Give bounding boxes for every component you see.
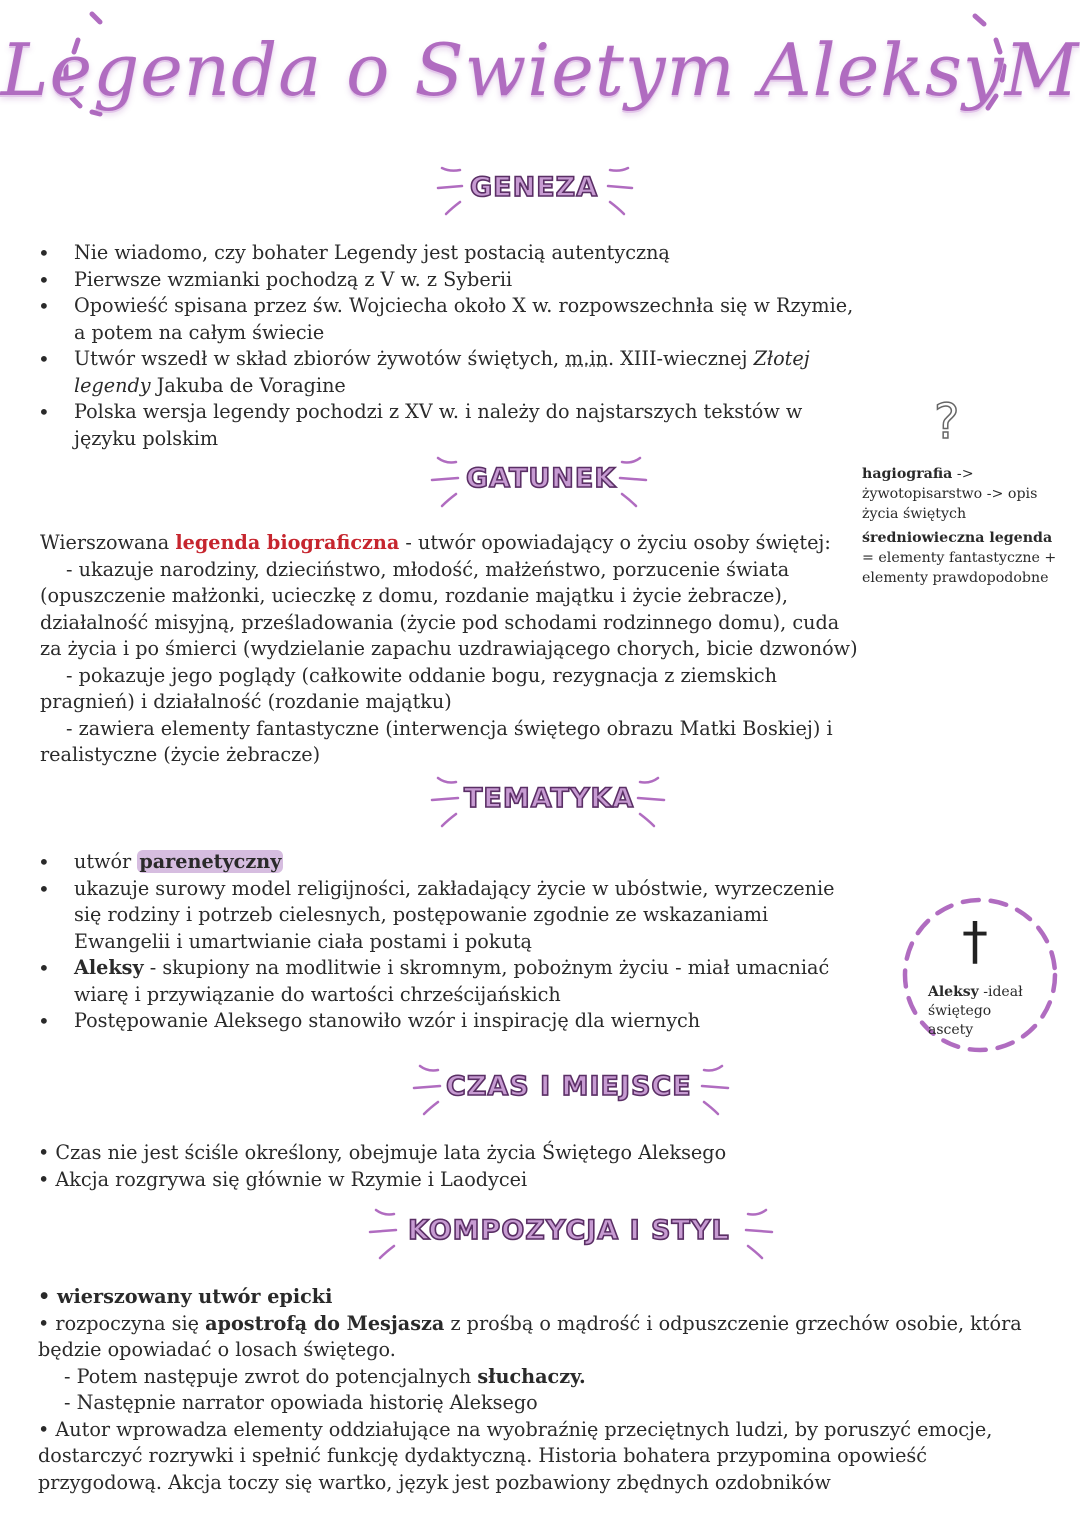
- list-item: • Aleksy - skupiony na modlitwie i skromnym, pobożnym życiu - miał umacniać wiarę i przywiązanie do wartości chrześcijańskich: [38, 955, 858, 1008]
- page-title: Legenda o Swietym AleksyM: [0, 28, 1080, 112]
- kompozycja-heading: KOMPOZYCJA I STYL: [408, 1215, 730, 1246]
- list-item: • Nie wiadomo, czy bohater Legendy jest postacią autentyczną: [38, 240, 868, 267]
- list-item: • utwór parenetyczny: [38, 849, 858, 876]
- kompozycja-body: [38, 1284, 1038, 1496]
- genre-highlight: legenda biograficzna: [175, 531, 400, 554]
- list-item: • ukazuje surowy model religijności, zakładający życie w ubóstwie, wyrzeczenie się rodziny i potrzeb cielesnych, postępowanie zgodnie ze wskazaniami Ewangelii i umartwianie ciała postami i pokutą: [38, 876, 858, 956]
- geneza-list: [38, 240, 868, 452]
- aleksy-ideal-note: Aleksy -ideał świętego ascety: [928, 984, 1023, 1038]
- list-item: • rozpoczyna się apostrofą do Mesjasza z prośbą o mądrość i odpuszczenie grzechów osobie, która będzie opowiadać o losach świętego.: [38, 1311, 1022, 1361]
- list-item: • Czas nie jest ściśle określony, obejmuje lata życia Świętego Aleksego: [38, 1141, 727, 1164]
- sidebar-hagiografia-note: hagiografia -> żywotopisarstwo -> opis życia świętych: [862, 466, 1038, 522]
- question-mark-icon: ?: [934, 394, 960, 450]
- gatunek-point: - pokazuje jego poglądy (całkowite oddanie bogu, rezygnacja z ziemskich pragnień) i działalność (rozdanie majątku): [40, 663, 777, 713]
- sidebar-legenda-note: średniowieczna legenda = elementy fantastyczne + elementy prawdopodobne: [862, 530, 1057, 586]
- list-item: - Następnie narrator opowiada historię Aleksego: [64, 1391, 538, 1414]
- geneza-heading: GENEZA: [470, 172, 599, 203]
- tematyka-list: [38, 849, 858, 1035]
- list-item: • Pierwsze wzmianki pochodzą z V w. z Syberii: [38, 267, 868, 294]
- list-item: - Potem następuje zwrot do potencjalnych słuchaczy.: [64, 1364, 586, 1388]
- list-item: • wierszowany utwór epicki: [38, 1285, 333, 1308]
- parenetyczny-highlight: parenetyczny: [139, 850, 282, 873]
- list-item: • Utwór wszedł w skład zbiorów żywotów świętych, m.in. XIII-wiecznej Złotej legendy Jakuba de Voragine: [38, 346, 868, 399]
- list-item: • Postępowanie Aleksego stanowiło wzór i inspirację dla wiernych: [38, 1008, 858, 1035]
- gatunek-point: - ukazuje narodziny, dzieciństwo, młodość, małżeństwo, porzucenie świata (opuszczenie małżonki, ucieczkę z domu, rozdanie majątku i życie żebracze), działalność misyjną, prześladowania (życie pod schodami rodzinnego domu), cuda za życia i po śmierci (wydzielanie zapachu uzdrawiającego chorych, bicie dzwonów): [40, 557, 858, 660]
- gatunek-point: - zawiera elementy fantastyczne (interwencja świętego obrazu Matki Boskiej) i realistyczne (życie żebracze): [40, 716, 833, 766]
- abbreviation: m.in: [565, 347, 608, 370]
- cross-icon: †: [962, 912, 988, 972]
- czas-list: [38, 1140, 1038, 1193]
- tematyka-heading: TEMATYKA: [464, 783, 635, 814]
- gatunek-heading: GATUNEK: [466, 463, 617, 494]
- list-item: • Opowieść spisana przez św. Wojciecha około X w. rozpowszechnła się w Rzymie, a potem na całym świecie: [38, 293, 868, 346]
- gatunek-body: [40, 530, 860, 769]
- list-item: • Autor wprowadza elementy oddziałujące na wyobraźnię przeciętnych ludzi, by poruszyć emocje, dostarczyć rozrywki i spełnić funkcję dydaktyczną. Historia bohatera przypomina opowieść przygodową. Akcja toczy się wartko, język jest pozbawiony zbędnych ozdobników: [38, 1417, 993, 1494]
- list-item: • Polska wersja legendy pochodzi z XV w. i należy do najstarszych tekstów w języku polskim: [38, 399, 868, 452]
- czas-heading: CZAS I MIEJSCE: [446, 1071, 692, 1102]
- list-item: • Akcja rozgrywa się głównie w Rzymie i Laodycei: [38, 1167, 528, 1191]
- gatunek-intro: Wierszowana legenda biograficzna - utwór opowiadający o życiu osoby świętej:: [40, 531, 831, 554]
